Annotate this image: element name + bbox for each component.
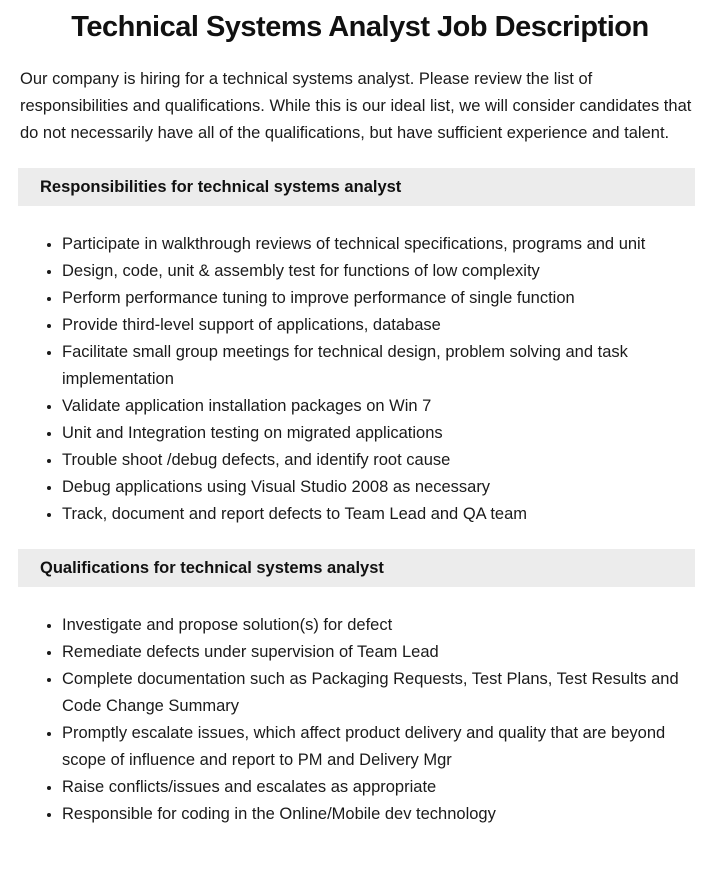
list-item: • Debug applications using Visual Studio 2008 as necessary — [62, 474, 700, 501]
section-header-qualifications: Qualifications for technical systems analyst — [18, 549, 695, 587]
list-item: • Complete documentation such as Packaging Requests, Test Plans, Test Results and Code Change Summary — [62, 666, 700, 720]
list-item: • Facilitate small group meetings for technical design, problem solving and task implementation — [62, 339, 700, 393]
list-item: • Investigate and propose solution(s) for defect — [62, 612, 700, 639]
list-item: • Validate application installation packages on Win 7 — [62, 393, 700, 420]
section-header-responsibilities: Responsibilities for technical systems analyst — [18, 168, 695, 206]
list-item: • Participate in walkthrough reviews of technical specifications, programs and unit — [62, 231, 700, 258]
list-item: • Track, document and report defects to Team Lead and QA team — [62, 501, 700, 528]
list-item: • Promptly escalate issues, which affect product delivery and quality that are beyond scope of influence and report to PM and Delivery Mgr — [62, 720, 700, 774]
list-item: • Provide third-level support of applications, database — [62, 312, 700, 339]
list-item: • Responsible for coding in the Online/Mobile dev technology — [62, 801, 700, 828]
list-item: • Unit and Integration testing on migrated applications — [62, 420, 700, 447]
list-item: • Perform performance tuning to improve performance of single function — [62, 285, 700, 312]
responsibilities-list — [0, 231, 700, 528]
intro-paragraph: Our company is hiring for a technical systems analyst. Please review the list of responsibilities and qualifications. While this is our ideal list, we will consider candidates that do not necessarily have all of the qualifications, but have sufficient experience and talent. — [20, 70, 692, 142]
list-item: • Design, code, unit & assembly test for functions of low complexity — [62, 258, 700, 285]
list-item: • Remediate defects under supervision of Team Lead — [62, 639, 700, 666]
page-title: Technical Systems Analyst Job Description — [71, 11, 649, 43]
qualifications-list — [0, 612, 700, 828]
list-item: • Raise conflicts/issues and escalates as appropriate — [62, 774, 700, 801]
list-item: • Trouble shoot /debug defects, and identify root cause — [62, 447, 700, 474]
